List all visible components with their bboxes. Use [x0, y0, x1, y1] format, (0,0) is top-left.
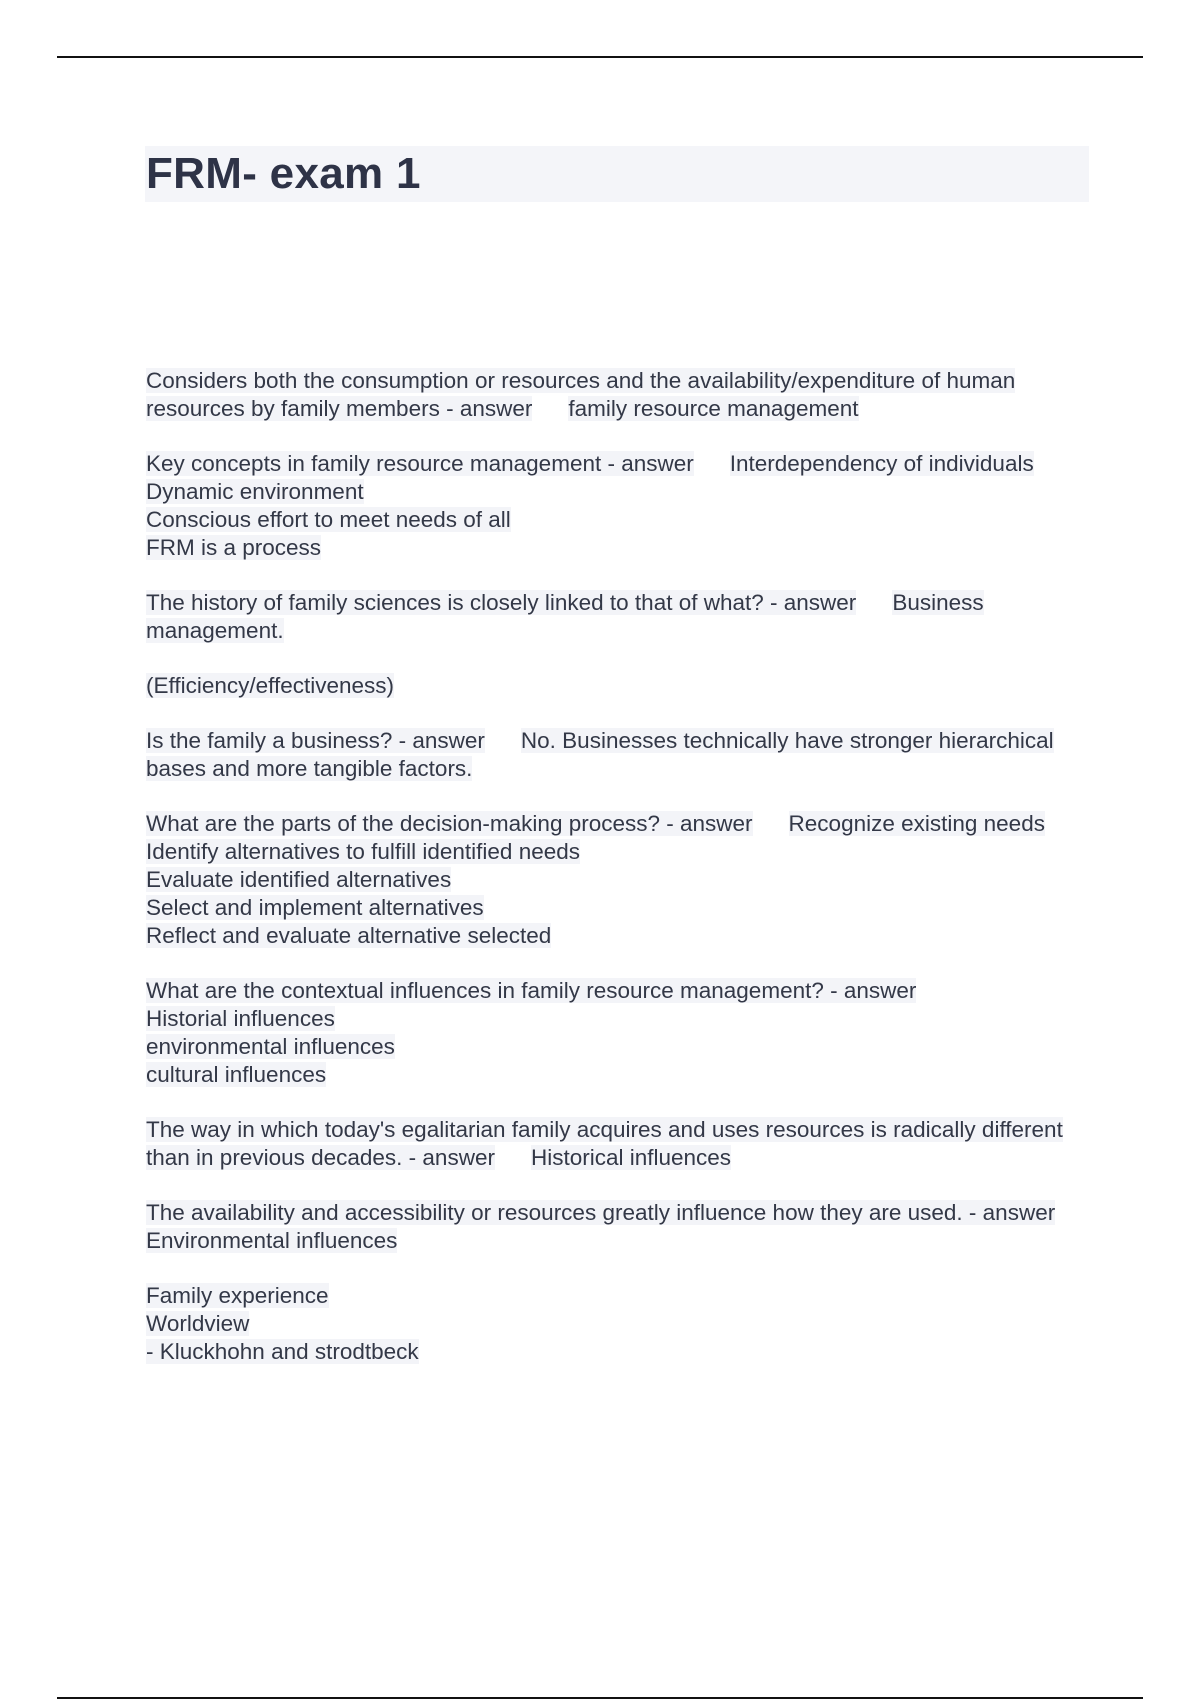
- answer-text: Business management.: [146, 590, 984, 643]
- document-body: [146, 367, 1096, 1393]
- answer-line: Historial influences: [146, 1006, 335, 1031]
- answer-text: Historical influences: [530, 1145, 732, 1170]
- question-text: The availability and accessibility or resources greatly influence how they are used. - answer: [146, 1200, 1056, 1225]
- answer-text: family resource management: [568, 396, 859, 421]
- answer-text: Environmental influences: [146, 1228, 398, 1253]
- answer-line: Identify alternatives to fulfill identified needs: [146, 839, 581, 864]
- answer-line: - Kluckhohn and strodtbeck: [146, 1339, 419, 1364]
- qa-item-5: [146, 727, 1096, 783]
- question-text: What are the contextual influences in family resource management? - answer: [146, 978, 917, 1003]
- qa-item-2: [146, 450, 1096, 562]
- qa-item-1: [146, 367, 1096, 423]
- answer-line: cultural influences: [146, 1062, 327, 1087]
- question-text: Is the family a business? - answer: [146, 728, 485, 753]
- bottom-rule: [57, 1697, 1143, 1699]
- answer-line: Evaluate identified alternatives: [146, 867, 452, 892]
- question-text: The history of family sciences is closely linked to that of what? - answer: [146, 590, 857, 615]
- answer-line: Reflect and evaluate alternative selected: [146, 923, 552, 948]
- answer-line: FRM is a process: [146, 535, 322, 560]
- question-text: What are the parts of the decision-making process? - answer: [146, 811, 753, 836]
- question-text: The way in which today's egalitarian family acquires and uses resources is radically different than in previous decades. - answer: [146, 1117, 1063, 1170]
- question-text: Considers both the consumption or resources and the availability/expenditure of human resources by family members - answer: [146, 368, 1016, 421]
- page-title: FRM- exam 1: [146, 149, 421, 198]
- answer-line: Select and implement alternatives: [146, 895, 484, 920]
- answer-line: Conscious effort to meet needs of all: [146, 507, 511, 532]
- qa-item-7: [146, 977, 1096, 1089]
- question-text: Key concepts in family resource management - answer: [146, 451, 694, 476]
- qa-item-9: [146, 1199, 1096, 1255]
- top-rule: [57, 56, 1143, 58]
- answer-line: Worldview: [146, 1311, 250, 1336]
- answer-line: Dynamic environment: [146, 479, 364, 504]
- qa-item-10: [146, 1282, 1096, 1366]
- answer-text: No. Businesses technically have stronger hierarchical bases and more tangible factors.: [146, 728, 1054, 781]
- answer-line: environmental influences: [146, 1034, 395, 1059]
- answer-text: Interdependency of individuals: [729, 451, 1034, 476]
- qa-item-6: [146, 810, 1096, 950]
- qa-item-4: [146, 672, 1096, 700]
- qa-item-8: [146, 1116, 1096, 1172]
- answer-text: Recognize existing needs: [788, 811, 1045, 836]
- answer-line: Family experience: [146, 1283, 329, 1308]
- qa-item-3: [146, 589, 1096, 645]
- answer-text: (Efficiency/effectiveness): [146, 673, 395, 698]
